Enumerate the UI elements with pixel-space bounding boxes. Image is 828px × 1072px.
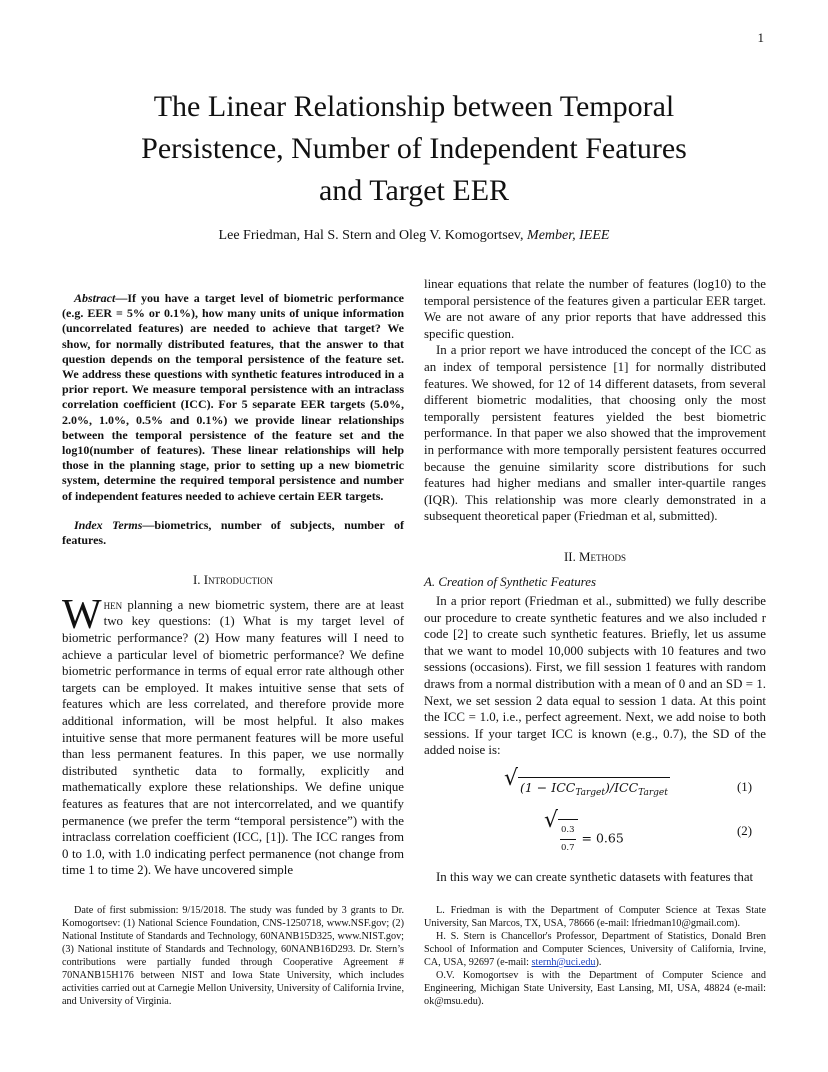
fraction <box>560 822 576 856</box>
square-root <box>548 819 578 856</box>
paragraph: In this way we can create synthetic datasets with features that <box>436 870 754 885</box>
footnote-left <box>62 904 404 1008</box>
author-names: Lee Friedman, Hal S. Stern and Oleg V. Komogortsev, <box>218 228 528 243</box>
email-link[interactable]: sternh@uci.edu <box>531 957 596 968</box>
section-title: Methods <box>579 549 626 564</box>
footnote-submission: Date of first submission: 9/15/2018. The study was funded by 3 grants to Dr. Komogortsev: (1) National Science Foundation, CNS-1250718, www.NSF.gov; (2) National Institute of Standards and Technology, 60NANB15D325, www.NIST.gov; (3) National institute of Standards and Technology, 60NANB16D293. Dr. Stern’s contributions were partially funded through Cooperative Agreement # 70NANB15H176 between NIST and Iowa State University, which includes activities carried out at Carnegie Mellon University, University of California Irvine, and University of Virginia. <box>62 905 404 1007</box>
index-terms <box>62 518 404 548</box>
equation-number: (1) <box>736 780 752 795</box>
paragraph: In a prior report we have introduced the concept of the ICC as an index of temporal persistence [1] for normally distributed features. We showed, for 12 of 14 different datasets, from several different biometric modalities, that choosing only the most temporally persistent features yielded the best biometric performance. In that paper we also showed that the improvement in performance with more temporally persistent features occurred because the genuine similarity score distributions for such features had higher medians and smaller inter-quartile ranges (IQR). This relationship was more clearly demonstrated in a subsequent theoretical paper (Friedman et al, submitted). <box>424 343 766 524</box>
equation-1 <box>424 773 766 809</box>
fraction-numerator: √ 0.3 <box>560 822 576 840</box>
eq-result: = 0.65 <box>577 830 624 846</box>
section-number: II. <box>564 549 580 564</box>
footnote-right <box>424 904 766 1008</box>
page-number: 1 <box>757 30 764 45</box>
fraction-denominator: 0.7 <box>561 842 575 853</box>
abstract-text: —If you have a target level of biometric performance (e.g. EER = 5% or 0.1%), how many units of unique information (uncorrelated features) are needed to achieve that target? We show, for normally distributed features, that the answer to that question depends on the temporal persistence of the feature set. We address these questions with synthetic features introduced in a prior report. We measure temporal persistence with an intraclass correlation coefficient (ICC). For 5 separate EER targets (5.0%, 2.0%, 1.0%, 0.5% and 0.1%) we provide linear relationships between the temporal persistence of the feature set and the log10(number of features). These linear relationships will help those in the planning stage, prior to setting up a new biometric system, determine the required temporal persistence and number of independent features needed to achieve certain EER targets. <box>62 291 404 503</box>
footnote-text: ). <box>595 957 602 968</box>
author-membership: Member, IEEE <box>527 228 610 243</box>
author-list <box>60 228 768 244</box>
title-line: The Linear Relationship between Temporal <box>153 90 675 123</box>
title-line: Persistence, Number of Independent Features <box>141 132 687 165</box>
eq-term: )/ICC <box>605 780 639 796</box>
equation-body <box>548 819 624 856</box>
paper-title <box>60 86 768 212</box>
introduction-paragraph <box>62 591 404 879</box>
footnote-text: H. S. Stern is Chancellor's Professor, Department of Statistics, Donald Bren School of Information and Computer Sciences, University of California, Irvine, CA, USA, 92697 (e-mail: <box>424 931 766 968</box>
eq-term: (1 − ICC <box>520 780 576 796</box>
equation-2 <box>424 817 766 857</box>
footnote-stern <box>424 930 766 969</box>
section-heading-introduction <box>62 572 404 589</box>
eq-subscript: Target <box>575 788 606 799</box>
abstract-label: Abstract <box>74 291 116 305</box>
section-title: Introduction <box>203 573 274 588</box>
left-column <box>62 291 404 879</box>
footnote-komogortsev: O.V. Komogortsev is with the Department of Computer Science and Engineering, Michigan State University, East Lansing, MI, USA, 48824 (e-mail: ok@msu.edu). <box>424 970 766 1007</box>
title-line: and Target EER <box>318 174 510 207</box>
section-number: I. <box>192 573 204 588</box>
introduction-text: planning a new biometric system, there are at least two key questions: (1) What is my target level of biometric performance? (2) How many features will I need to achieve a particular level of biometric performance? We define biometric performance in terms of equal error rate although other targets can be employed. It makes intuitive sense that sets of features which are less correlated, and therefore provide more additional information, will be most helpful. It also makes intuitive sense that more permanent features will be more useful than less permanent features. In this paper, we use normally distributed synthetic data to formally, explicitly and mathematically explore these relationships. We define unique features as features that are not intercorrelated, and we quantify permanence (we prefer the term “temporal persistence”) with the intraclass correlation coefficient (ICC, [1]). The ICC ranges from 0 to 1.0, with 1.0 indicating perfect permanence (not change from time 1 to time 2). We have uncovered simple <box>62 597 404 878</box>
paragraph: linear equations that relate the number of features (log10) to the temporal persistence of the features given a particular EER target. We are not aware of any prior reports that have addressed this specific question. <box>424 277 766 341</box>
equation-body <box>508 777 670 802</box>
eq-subscript: Target <box>638 788 668 799</box>
lead-small-caps: hen <box>103 597 123 612</box>
drop-cap: W <box>62 591 102 638</box>
square-root <box>508 777 670 802</box>
index-terms-text: —biometrics, number of subjects, number of features. <box>62 517 404 548</box>
footnote-friedman: L. Friedman is with the Department of Computer Science at Texas State University, San Marcos, TX, USA, 78666 (e-mail: lfriedman10@gmail.com). <box>424 905 766 929</box>
right-column <box>424 276 766 886</box>
equation-number: (2) <box>736 824 752 839</box>
section-heading-methods <box>424 549 766 566</box>
index-terms-label: Index Terms <box>74 517 143 532</box>
abstract <box>62 291 404 504</box>
paragraph: In a prior report (Friedman et al., submitted) we fully describe our procedure to create synthetic features and we also included r code [2] to create such synthetic features. Briefly, let us assume that we want to model 10,000 subjects with 10 features and two sessions (occasions). First, we fill session 1 features with random draws from a normal distribution with a mean of 0 and an SD = 1. Next, we set session 2 data equal to session 1 data. At this point the ICC = 1.0, i.e., perfect agreement. Next, we add noise to both sessions. If your target ICC is known (e.g., 0.7), the SD of the added noise is: <box>424 594 766 758</box>
subsection-heading: A. Creation of Synthetic Features <box>424 574 596 589</box>
